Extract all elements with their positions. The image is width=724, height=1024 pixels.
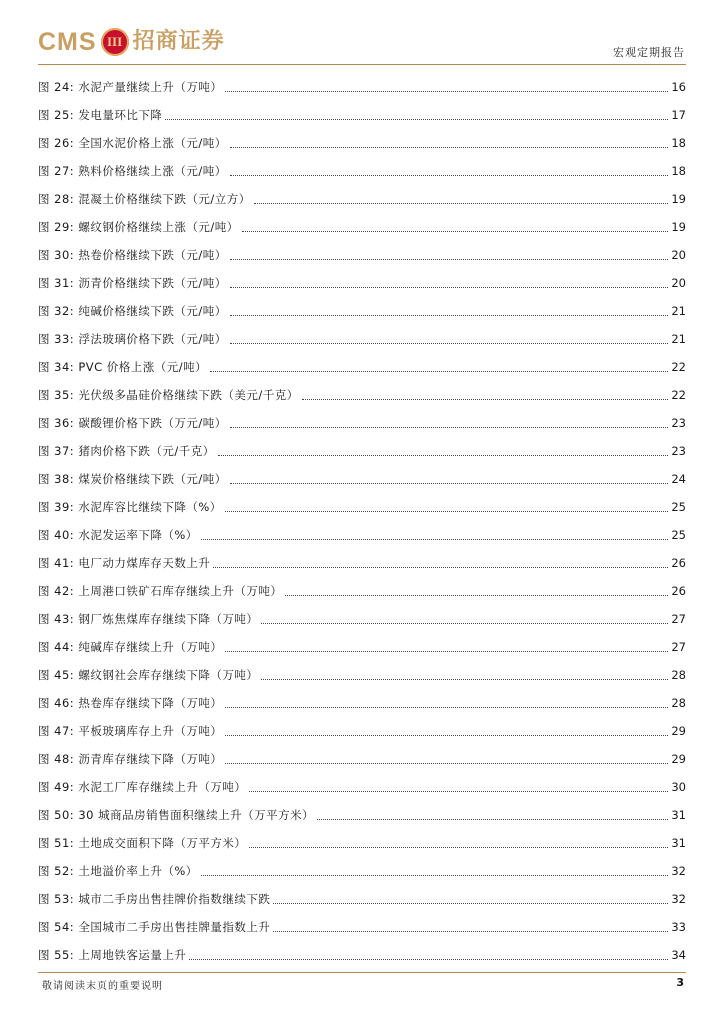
- toc-dot-leader: [230, 146, 669, 148]
- toc-dot-leader: [201, 538, 669, 540]
- toc-dot-leader: [213, 566, 668, 568]
- toc-dot-leader: [230, 258, 669, 260]
- toc-dot-leader: [218, 454, 669, 456]
- toc-entry-label: 图 29: 螺纹钢价格继续上涨（元/吨）: [38, 220, 239, 234]
- toc-entry-label: 图 42: 上周港口铁矿石库存继续上升（万吨）: [38, 584, 283, 598]
- toc-dot-leader: [254, 202, 669, 204]
- toc-entry-page: 26: [671, 584, 686, 598]
- toc-entry-label: 图 55: 上周地铁客运量上升: [38, 948, 187, 962]
- toc-dot-leader: [273, 902, 668, 904]
- toc-entry-page: 24: [671, 472, 686, 486]
- toc-entry-label: 图 43: 钢厂炼焦煤库存继续下降（万吨）: [38, 612, 259, 626]
- toc-entry-label: 图 27: 熟料价格继续上涨（元/吨）: [38, 164, 227, 178]
- toc-entry[interactable]: [38, 857, 686, 885]
- toc-dot-leader: [225, 510, 669, 512]
- page-number: 3: [676, 976, 684, 989]
- logo-latin-text: CMS: [38, 28, 97, 56]
- toc-entry-page: 27: [671, 612, 686, 626]
- toc-entry[interactable]: [38, 353, 686, 381]
- toc-dot-leader: [201, 874, 669, 876]
- toc-dot-leader: [230, 426, 669, 428]
- toc-entry-page: 26: [671, 556, 686, 570]
- toc-entry-label: 图 26: 全国水泥价格上涨（元/吨）: [38, 136, 227, 150]
- toc-entry[interactable]: [38, 549, 686, 577]
- toc-entry[interactable]: [38, 885, 686, 913]
- toc-entry[interactable]: [38, 325, 686, 353]
- toc-entry-page: 23: [671, 416, 686, 430]
- page-header: [0, 0, 724, 66]
- toc-dot-leader: [261, 678, 668, 680]
- toc-entry-page: 28: [671, 668, 686, 682]
- toc-entry-label: 图 46: 热卷库存继续下降（万吨）: [38, 696, 223, 710]
- toc-dot-leader: [273, 930, 668, 932]
- toc-entry-page: 19: [671, 220, 686, 234]
- toc-dot-leader: [242, 230, 669, 232]
- toc-entry-label: 图 51: 土地成交面积下降（万平方米）: [38, 836, 247, 850]
- toc-entry-label: 图 35: 光伏级多晶硅价格继续下跌（美元/千克）: [38, 388, 299, 402]
- toc-entry-label: 图 48: 沥青库存继续下降（万吨）: [38, 752, 223, 766]
- toc-entry-label: 图 25: 发电量环比下降: [38, 108, 163, 122]
- toc-entry[interactable]: [38, 633, 686, 661]
- toc-entry-label: 图 39: 水泥库容比继续下降（%）: [38, 500, 222, 514]
- toc-entry-label: 图 47: 平板玻璃库存上升（万吨）: [38, 724, 223, 738]
- toc-entry[interactable]: [38, 129, 686, 157]
- toc-entry-page: 21: [671, 332, 686, 346]
- toc-entry[interactable]: [38, 605, 686, 633]
- toc-dot-leader: [230, 482, 669, 484]
- toc-entry-label: 图 34: PVC 价格上涨（元/吨）: [38, 360, 208, 374]
- toc-entry-page: 17: [671, 108, 686, 122]
- toc-dot-leader: [225, 650, 668, 652]
- toc-dot-leader: [230, 342, 669, 344]
- toc-entry[interactable]: [38, 941, 686, 969]
- toc-entry-label: 图 24: 水泥产量继续上升（万吨）: [38, 80, 223, 94]
- toc-entry-page: 22: [671, 360, 686, 374]
- toc-entry-page: 20: [671, 276, 686, 290]
- toc-entry[interactable]: [38, 689, 686, 717]
- toc-entry[interactable]: [38, 521, 686, 549]
- toc-dot-leader: [225, 90, 668, 92]
- toc-entry-label: 图 41: 电厂动力煤库存天数上升: [38, 556, 211, 570]
- toc-entry-page: 31: [671, 808, 686, 822]
- toc-entry-label: 图 37: 猪肉价格下跌（元/千克）: [38, 444, 215, 458]
- toc-dot-leader: [249, 790, 668, 792]
- toc-entry[interactable]: [38, 717, 686, 745]
- toc-dot-leader: [261, 622, 668, 624]
- toc-entry[interactable]: [38, 745, 686, 773]
- toc-entry[interactable]: [38, 157, 686, 185]
- toc-entry-page: 22: [671, 388, 686, 402]
- toc-entry-page: 28: [671, 696, 686, 710]
- toc-entry[interactable]: [38, 213, 686, 241]
- toc-entry[interactable]: [38, 913, 686, 941]
- toc-entry-label: 图 36: 碳酸锂价格下跌（万元/吨）: [38, 416, 227, 430]
- toc-entry-page: 19: [671, 192, 686, 206]
- cms-logo: [38, 26, 225, 58]
- toc-entry-label: 图 54: 全国城市二手房出售挂牌量指数上升: [38, 920, 271, 934]
- toc-entry[interactable]: [38, 101, 686, 129]
- toc-entry[interactable]: [38, 773, 686, 801]
- toc-entry-label: 图 28: 混凝土价格继续下跌（元/立方）: [38, 192, 251, 206]
- toc-dot-leader: [230, 314, 669, 316]
- toc-entry-label: 图 50: 30 城商品房销售面积继续上升（万平方米）: [38, 808, 315, 822]
- toc-entry-page: 23: [671, 444, 686, 458]
- toc-entry-label: 图 52: 土地溢价率上升（%）: [38, 864, 198, 878]
- toc-entry-page: 32: [671, 892, 686, 906]
- toc-entry[interactable]: [38, 577, 686, 605]
- logo-emblem-icon: III: [101, 28, 129, 56]
- toc-entry[interactable]: [38, 381, 686, 409]
- toc-dot-leader: [230, 286, 669, 288]
- header-divider: [38, 64, 686, 65]
- toc-dot-leader: [317, 818, 668, 820]
- toc-entry-label: 图 38: 煤炭价格继续下跌（元/吨）: [38, 472, 227, 486]
- toc-entry-label: 图 33: 浮法玻璃价格下跌（元/吨）: [38, 332, 227, 346]
- toc-entry-page: 18: [671, 164, 686, 178]
- toc-entry-page: 31: [671, 836, 686, 850]
- report-type-label: 宏观定期报告: [613, 46, 685, 59]
- toc-entry-label: 图 45: 螺纹钢社会库存继续下降（万吨）: [38, 668, 259, 682]
- logo-chinese-text: 招商证券: [132, 29, 225, 54]
- toc-entry[interactable]: [38, 661, 686, 689]
- footer-divider: [38, 972, 686, 973]
- toc-entry[interactable]: [38, 465, 686, 493]
- footer-disclaimer-note: 敬请阅读末页的重要说明: [42, 981, 163, 992]
- toc-entry[interactable]: [38, 801, 686, 829]
- toc-dot-leader: [225, 762, 668, 764]
- toc-entry-label: 图 53: 城市二手房出售挂牌价指数继续下跌: [38, 892, 271, 906]
- toc-entry[interactable]: [38, 297, 686, 325]
- toc-entry-label: 图 40: 水泥发运率下降（%）: [38, 528, 198, 542]
- toc-entry-label: 图 32: 纯碱价格继续下跌（元/吨）: [38, 304, 227, 318]
- toc-entry-page: 29: [671, 724, 686, 738]
- toc-entry[interactable]: [38, 493, 686, 521]
- toc-dot-leader: [302, 398, 669, 400]
- toc-entry[interactable]: [38, 241, 686, 269]
- toc-entry-page: 18: [671, 136, 686, 150]
- toc-entry-page: 20: [671, 248, 686, 262]
- toc-entry-label: 图 44: 纯碱库存继续上升（万吨）: [38, 640, 223, 654]
- toc-entry-page: 29: [671, 752, 686, 766]
- toc-entry-page: 33: [671, 920, 686, 934]
- toc-dot-leader: [165, 118, 668, 120]
- toc-entry-page: 34: [671, 948, 686, 962]
- toc-entry[interactable]: [38, 269, 686, 297]
- toc-entry-page: 25: [671, 528, 686, 542]
- toc-dot-leader: [225, 706, 668, 708]
- toc-entry[interactable]: [38, 437, 686, 465]
- toc-dot-leader: [189, 958, 668, 960]
- toc-dot-leader: [285, 594, 668, 596]
- toc-entry-page: 16: [671, 80, 686, 94]
- toc-entry-page: 27: [671, 640, 686, 654]
- toc-dot-leader: [230, 174, 669, 176]
- toc-entry[interactable]: [38, 409, 686, 437]
- toc-dot-leader: [225, 734, 668, 736]
- toc-entry-label: 图 31: 沥青价格继续下跌（元/吨）: [38, 276, 227, 290]
- toc-entry-page: 21: [671, 304, 686, 318]
- figure-table-of-contents: [38, 73, 686, 969]
- toc-dot-leader: [249, 846, 668, 848]
- toc-entry-page: 25: [671, 500, 686, 514]
- toc-entry-page: 30: [671, 780, 686, 794]
- toc-entry-label: 图 49: 水泥工厂库存继续上升（万吨）: [38, 780, 247, 794]
- toc-entry-label: 图 30: 热卷价格继续下跌（元/吨）: [38, 248, 227, 262]
- toc-entry-page: 32: [671, 864, 686, 878]
- toc-entry[interactable]: [38, 829, 686, 857]
- toc-entry[interactable]: [38, 185, 686, 213]
- toc-entry[interactable]: [38, 73, 686, 101]
- toc-dot-leader: [210, 370, 668, 372]
